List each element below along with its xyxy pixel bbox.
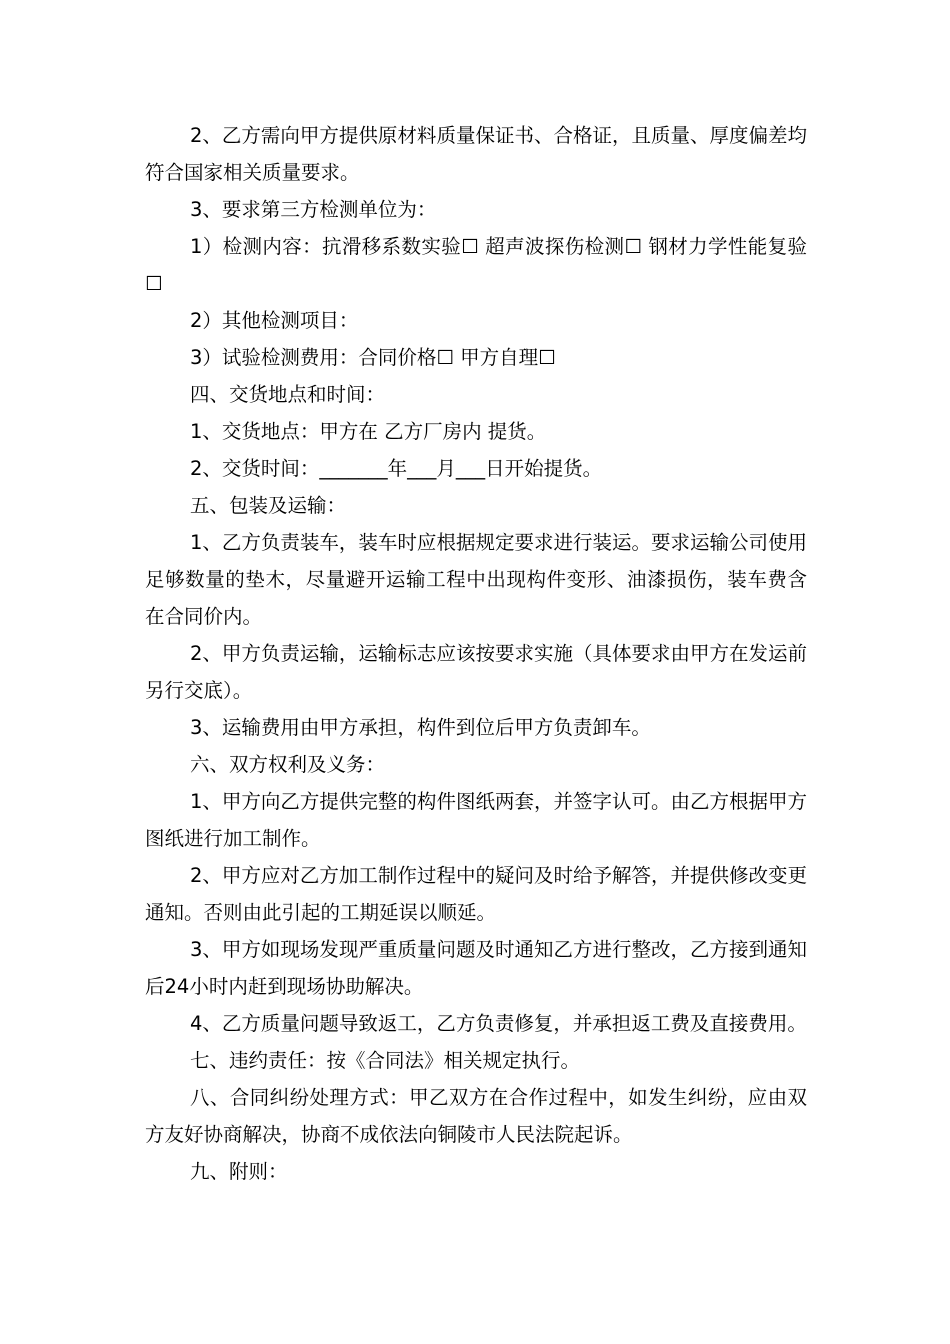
paragraph-other-inspection-items: 2）其他检测项目： — [190, 309, 359, 332]
section-heading-packaging-transport: 五、包装及运输： — [190, 494, 347, 517]
paragraph-transport-cost: 3、运输费用由甲方承担，构件到位后甲方负责卸车。 — [190, 716, 651, 739]
paragraph-quality-certificate: 2、乙方需向甲方提供原材料质量保证书、合格证，且质量、厚度偏差均符合国家相关质量要求。 — [145, 124, 807, 184]
paragraph-transport-responsibility: 2、甲方负责运输，运输标志应该按要求实施（具体要求由甲方在发运前另行交底）。 — [145, 642, 807, 702]
paragraph-quality-issues: 3、甲方如现场发现严重质量问题及时通知乙方进行整改，乙方接到通知后24小时内赶到现场协助解决。 — [145, 938, 807, 998]
paragraph-inspection-fee: 3）试验检测费用：合同价格☐ 甲方自理☐ — [190, 346, 556, 369]
section-heading-delivery: 四、交货地点和时间： — [190, 383, 386, 406]
paragraph-delivery-location: 1、交货地点：甲方在 乙方厂房内 提货。 — [190, 420, 547, 443]
paragraph-loading: 1、乙方负责装车，装车时应根据规定要求进行装运。要求运输公司使用足够数量的垫木，尽量避开运输工程中出现构件变形、油漆损伤，装车费含在合同价内。 — [145, 531, 807, 628]
paragraph-inspection-content: 1）检测内容：抗滑移系数实验☐ 超声波探伤检测☐ 钢材力学性能复验☐ — [145, 235, 807, 295]
document-body — [145, 117, 807, 1190]
section-heading-liability: 七、违约责任：按《合同法》相关规定执行。 — [190, 1049, 581, 1072]
paragraph-third-party-inspection: 3、要求第三方检测单位为： — [190, 198, 437, 221]
paragraph-drawings: 1、甲方向乙方提供完整的构件图纸两套，并签字认可。由乙方根据甲方图纸进行加工制作。 — [145, 790, 807, 850]
section-heading-dispute-resolution: 八、合同纠纷处理方式：甲乙双方在合作过程中，如发生纠纷，应由双方友好协商解决，协商不成依法向铜陵市人民法院起诉。 — [145, 1086, 807, 1146]
paragraph-delivery-time: 2、交货时间：_______年___月___日开始提货。 — [190, 457, 603, 480]
section-heading-supplementary: 九、附则： — [190, 1160, 288, 1183]
paragraph-answer-questions: 2、甲方应对乙方加工制作过程中的疑问及时给予解答，并提供修改变更通知。否则由此引起的工期延误以顺延。 — [145, 864, 807, 924]
paragraph-rework: 4、乙方质量问题导致返工，乙方负责修复，并承担返工费及直接费用。 — [190, 1012, 807, 1035]
section-heading-rights-obligations: 六、双方权利及义务： — [190, 753, 386, 776]
